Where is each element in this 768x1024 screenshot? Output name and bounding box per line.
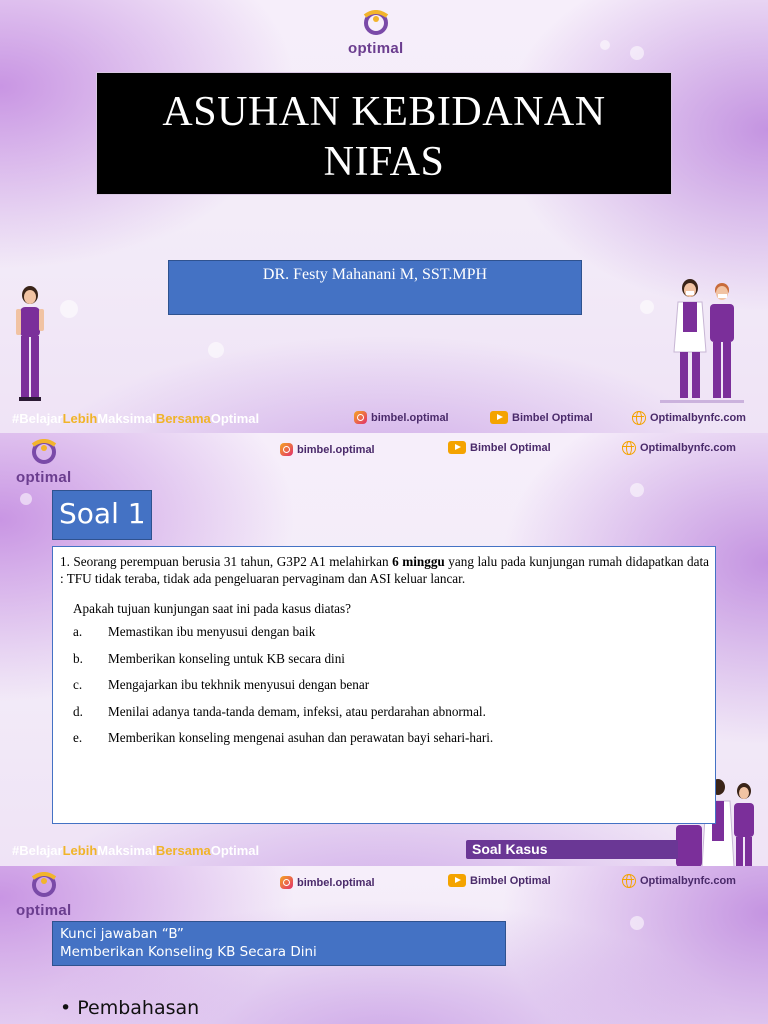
instagram-link[interactable]: bimbel.optimal [354,411,449,424]
decor-bubble [630,483,644,497]
youtube-icon [448,441,466,454]
answer-key-box [52,921,506,966]
decor-bubble [630,46,644,60]
discussion-bullet: • Pembahasan [60,997,200,1019]
decor-bubble [640,300,654,314]
youtube-icon [490,411,508,424]
youtube-link[interactable]: Bimbel Optimal [448,441,551,454]
decor-bubble [20,493,32,505]
globe-icon [622,441,636,455]
question-box [52,546,716,824]
instagram-icon [280,443,293,456]
globe-icon [622,874,636,888]
optimal-logo [16,439,71,486]
logo-text: optimal [16,902,72,919]
instagram-link[interactable]: bimbel.optimal [280,443,375,456]
title-line-1: ASUHAN KEBIDANAN [162,89,606,135]
answer-key-label: Kunci jawaban “B” [60,926,184,942]
logo-text: optimal [348,40,404,57]
title-slide [0,0,768,433]
option-b[interactable]: b. Memberikan konseling untuk KB secara dini [73,650,345,666]
answer-key-text: Memberikan Konseling KB Secara Dini [60,944,317,960]
decor-bubble [60,300,78,318]
website-link[interactable]: Optimalbynfc.com [622,441,736,455]
hashtag-text: #BelajarLebihMaksimalBersamaOptimal [12,843,260,858]
doctors-illustration [660,276,744,406]
option-e[interactable]: e. Memberikan konseling mengenai asuhan dan perawatan bayi sehari-hari. [73,730,494,745]
optimal-logo [348,10,403,57]
hashtag-text: #BelajarLebihMaksimalBersamaOptimal [12,411,260,426]
section-tag: Soal Kasus [466,840,678,859]
question-text: Apakah tujuan kunjungan saat ini pada kasus diatas? [73,601,351,616]
website-link[interactable]: Optimalbynfc.com [632,411,746,425]
optimal-logo-icon [27,439,61,469]
youtube-link[interactable]: Bimbel Optimal [448,874,551,887]
question-slide [0,433,768,866]
decor-bubble [630,916,644,930]
optimal-logo-icon [359,10,393,40]
footer-bar [0,406,768,432]
logo-text: optimal [16,469,72,486]
author-box: DR. Festy Mahanani M, SST.MPH [168,260,582,315]
instagram-icon [354,411,367,424]
decor-bubble [600,40,610,50]
slide-title [96,72,672,195]
globe-icon [632,411,646,425]
optimal-logo [16,872,71,919]
question-stem: 1. Seorang perempuan berusia 31 tahun, G3P2 A1 melahirkan 6 minggu yang lalu pada kunjungan rumah didapatkan data : TFU tidak teraba, tidak ada pengeluaran pervaginam dan ASI keluar lancar. [60,554,709,586]
optimal-logo-icon [27,872,61,902]
instagram-icon [280,876,293,889]
option-c[interactable]: c. Mengajarkan ibu tekhnik menyusui dengan benar [73,677,370,692]
title-line-2: NIFAS [323,139,445,185]
nurse-illustration [8,282,52,406]
answer-slide [0,866,768,1024]
decor-bubble [208,342,224,358]
question-number-label: Soal 1 [52,490,152,540]
youtube-icon [448,874,466,887]
option-d[interactable]: d. Menilai adanya tanda-tanda demam, infeksi, atau perdarahan abnormal. [73,703,486,719]
youtube-link[interactable]: Bimbel Optimal [490,411,593,424]
website-link[interactable]: Optimalbynfc.com [622,874,736,888]
option-a[interactable]: a. Memastikan ibu menyusui dengan baik [73,624,316,639]
answer-options [73,624,709,757]
instagram-link[interactable]: bimbel.optimal [280,876,375,889]
